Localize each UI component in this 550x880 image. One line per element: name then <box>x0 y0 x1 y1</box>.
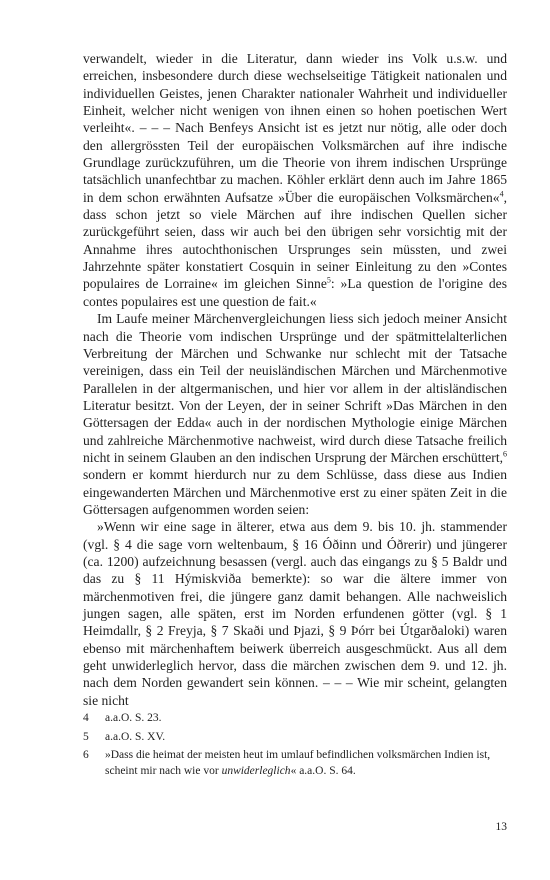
footnote-5 <box>83 730 507 746</box>
quotation-paragraph: »Wenn wir eine sage in älterer, etwa aus dem 9. bis 10. jh. stammender (vgl. § 4 die sage vorn weltenbaum, § 16 Óðinn und Óðrerir) und jüngerer (ca. 1200) aufzeichnung besassen (vergl. auch das eingangs zu § 5 Baldr und das zu § 11 Hýmiskviða bemerkte): so war die ältere immer von märchenmotiven frei, die jüngere ganz damit behangen. Alle nachweislich jungen sagen, alle späten, erst im Norden erfundenen götter (vgl. § 1 Heimdallr, § 2 Freyja, § 7 Skaði und Þjazi, § 9 Þórr bei Útgarðaloki) waren ebenso mit märchenhaftem beiwerk überreich ausgeschmückt. Aus all dem geht unwiderleglich hervor, dass die märchen zwischen dem 9. und 12. jh. nach dem Norden gewandert sein können. – – – Wie mir scheint, gelangten sie nicht <box>83 519 507 708</box>
paragraph-1 <box>83 50 507 310</box>
footnote-text: a.a.O. S. XV. <box>105 730 166 743</box>
footnote-4 <box>83 711 507 727</box>
footnote-ref-5: 5 <box>326 275 331 285</box>
footnote-text-pre: »Dass die heimat der meisten heut im umlauf befindlichen volksmärchen Indien ist, scheint mir nach wie vor <box>105 749 491 777</box>
paragraph-2-part-b: sondern er kommt hierdurch nur zu dem Schlüsse, dass diese aus Indien eingewanderten Märchen und Märchenmotive erst zu einer späten Zeit in die Göttersagen aufgenommen worden seien: <box>83 467 507 517</box>
paragraph-1-part-a: verwandelt, wieder in die Literatur, dann wieder ins Volk u.s.w. und erreichen, insbesondere durch diese wechselseitige Tätigkeit nationalen und individuellen Geistes, jenen Charakter nationaler Wahrheit und individueller Einheit, welcher nicht wenigen von ihnen einen so hohen poetischen Wert verleiht«. – – – Nach Benfeys Ansicht ist es jetzt nur nötig, alle oder doch den allergrössten Teil der europäischen Volksmärchen auf ihre indische Grundlage zurückzuführen, um die Theorie von ihrem indischen Ursprünge tatsächlich unanfechtbar zu machen. Köhler erklärt denn auch im Jahre 1865 in dem schon erwähnten Aufsatze »Über die europäischen Volksmärchen« <box>83 51 507 205</box>
footnote-text <box>105 748 507 779</box>
footnote-number: 5 <box>83 730 89 743</box>
paragraph-2 <box>83 310 507 518</box>
footnote-number: 4 <box>83 712 89 724</box>
footnote-text: a.a.O. S. 23. <box>105 712 162 724</box>
body-text <box>83 50 507 709</box>
footnote-number: 6 <box>83 749 89 762</box>
footnote-emphasis: unwiderleglich <box>221 764 291 777</box>
page-number: 13 <box>495 821 507 833</box>
paragraph-1-part-b: , dass schon jetzt so viele Märchen auf ihre indischen Quellen sicher zurückgeführt seien, dass wir auch bei den übrigen sehr vorsichtig mit der Annahme ihres autochthonischen Ursprunges sein müssten, und zwei Jahrzehnte später konstatiert Cosquin in seiner Einleitung zu den »Contes populaires de Lorraine« im gleichen Sinne <box>83 189 507 292</box>
footnote-text-post: « a.a.O. S. 64. <box>290 764 356 777</box>
footnote-ref-4: 4 <box>499 189 504 199</box>
footnotes <box>83 711 507 782</box>
footnote-6 <box>83 748 507 779</box>
footnote-ref-6: 6 <box>503 449 507 459</box>
paragraph-1-part-c: : »La question de l'origine des contes populaires est une question de fait.« <box>83 276 507 309</box>
paragraph-2-part-a: Im Laufe meiner Märchenvergleichungen liess sich jedoch meiner Ansicht nach die Theorie vom indischen Ursprünge und der spätmittelalterlichen Verbreitung der Märchen und Schwanke nur schlecht mit der Tatsache vereinigen, dass ein Teil der neuisländischen Märchen und Märchenmotive Parallelen in der altgermanischen, und hier vor allem in der altisländischen Literatur besitzt. Von der Leyen, der in seiner Schrift »Das Märchen in den Göttersagen der Edda« auch in der nordischen Mythologie einige Märchen und zahlreiche Märchenmotive nachweist, wird durch diese Tatsache freilich nicht in seinem Glauben an den indischen Ursprung der Märchen erschüttert, <box>83 311 507 465</box>
